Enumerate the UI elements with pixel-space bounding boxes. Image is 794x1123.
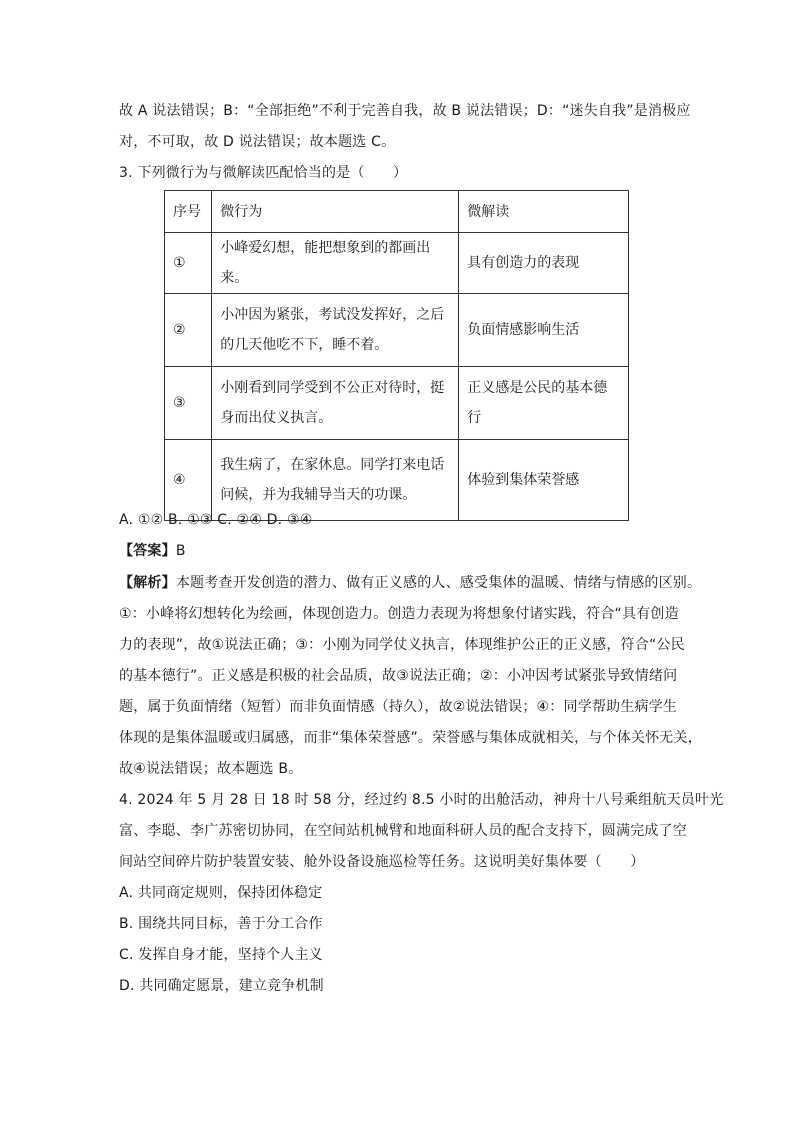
row-interpretation: 具有创造力的表现 bbox=[459, 233, 629, 294]
question-4-stem-line-3: 间站空间碎片防护装置安装、舱外设备设施巡检等任务。这说明美好集体要（ ） bbox=[119, 854, 645, 870]
row-behavior: 我生病了，在家休息。同学打来电话问候，并为我辅导当天的功课。 bbox=[212, 440, 459, 521]
answer-label: 【答案】 bbox=[119, 543, 176, 559]
row-behavior: 小刚看到同学受到不公正对待时，挺身而出仗义执言。 bbox=[212, 367, 459, 440]
prev-analysis-line-1: 故 A 说法错误；B：“全部拒绝”不利于完善自我，故 B 说法错误；D：“迷失自我”是消极应 bbox=[119, 103, 691, 119]
row-number: ② bbox=[165, 294, 212, 367]
header-behavior: 微行为 bbox=[212, 191, 459, 233]
analysis-line-1 bbox=[119, 573, 701, 593]
table-row bbox=[165, 233, 629, 294]
header-interpretation: 微解读 bbox=[459, 191, 629, 233]
prev-analysis-line-2: 对，不可取，故 D 说法错误；故本题选 C。 bbox=[119, 134, 396, 150]
question-3-stem: 3. 下列微行为与微解读匹配恰当的是（ ） bbox=[119, 165, 408, 181]
row-number: ③ bbox=[165, 367, 212, 440]
question-3-answer bbox=[119, 541, 186, 561]
question-4-stem-line-1: 4. 2024 年 5 月 28 日 18 时 58 分，经过约 8.5 小时的出舱活动，神舟十八号乘组航天员叶光 bbox=[119, 792, 724, 808]
header-number: 序号 bbox=[165, 191, 212, 233]
analysis-line-7: 故④说法错误；故本题选 B。 bbox=[119, 761, 303, 777]
question-4-stem-line-2: 富、李聪、李广苏密切协同，在空间站机械臂和地面科研人员的配合支持下，圆满完成了空 bbox=[119, 823, 687, 839]
question-3-options: A. ①② B. ①③ C. ②④ D. ③④ bbox=[119, 512, 313, 528]
table-header-row bbox=[165, 191, 629, 233]
table-row bbox=[165, 294, 629, 367]
question-4-option-b: B. 围绕共同目标，善于分工合作 bbox=[119, 916, 323, 932]
row-interpretation: 正义感是公民的基本德行 bbox=[459, 367, 629, 440]
question-4-option-d: D. 共同确定愿景，建立竞争机制 bbox=[119, 978, 324, 994]
analysis-line-2: ①：小峰将幻想转化为绘画，体现创造力。创造力表现为将想象付诸实践，符合“具有创造 bbox=[119, 606, 679, 622]
row-behavior: 小冲因为紧张，考试没发挥好，之后的几天他吃不下，睡不着。 bbox=[212, 294, 459, 367]
question-4-option-c: C. 发挥自身才能，坚持个人主义 bbox=[119, 947, 323, 963]
question-3-table bbox=[164, 190, 629, 521]
analysis-line-6: 体现的是集体温暖或归属感，而非“集体荣誉感”。荣誉感与集体成就相关，与个体关怀无关， bbox=[119, 730, 702, 746]
row-number: ① bbox=[165, 233, 212, 294]
row-interpretation: 负面情感影响生活 bbox=[459, 294, 629, 367]
analysis-line-5: 题，属于负面情绪（短暂）而非负面情感（持久），故②说法错误；④：同学帮助生病学生 bbox=[119, 699, 678, 715]
row-number: ④ bbox=[165, 440, 212, 521]
analysis-line-4: 的基本德行”。正义感是积极的社会品质，故③说法正确；②：小冲因考试紧张导致情绪问 bbox=[119, 668, 678, 684]
analysis-label: 【解析】 bbox=[119, 575, 176, 591]
analysis-line-3: 力的表现”，故①说法正确；③：小刚为同学仗义执言，体现维护公正的正义感，符合“公民 bbox=[119, 637, 685, 653]
row-behavior: 小峰爱幻想，能把想象到的都画出来。 bbox=[212, 233, 459, 294]
table-row bbox=[165, 367, 629, 440]
question-4-option-a: A. 共同商定规则，保持团体稳定 bbox=[119, 885, 323, 901]
table-row bbox=[165, 440, 629, 521]
analysis-text: 本题考查开发创造的潜力、做有正义感的人、感受集体的温暖、情绪与情感的区别。 bbox=[175, 575, 702, 591]
answer-value: B bbox=[175, 543, 186, 559]
row-interpretation: 体验到集体荣誉感 bbox=[459, 440, 629, 521]
